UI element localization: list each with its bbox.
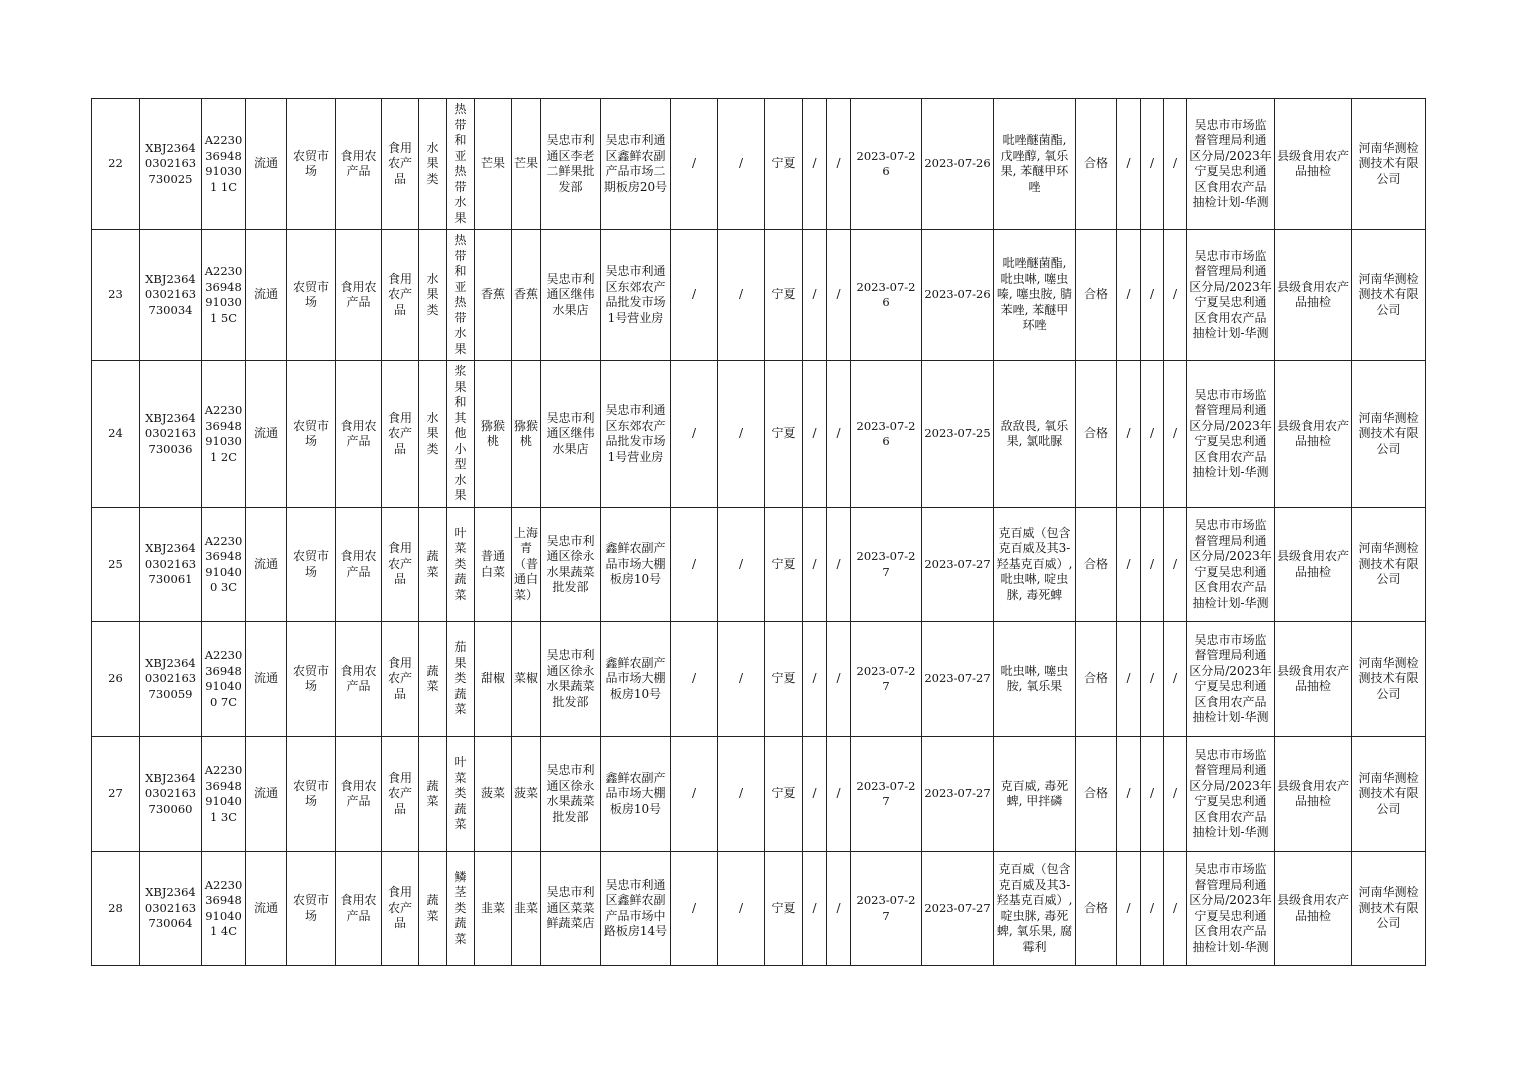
table-row — [92, 99, 1426, 230]
sample-name-cell: 韭菜 — [475, 852, 512, 966]
empty-field-cell: / — [1141, 622, 1164, 737]
lab-name-cell: 河南华测检测技术有限公司 — [1352, 508, 1426, 622]
stage-cell: 流通 — [246, 230, 287, 361]
seller-address-cell: 鑫鲜农副产品市场大棚板房10号 — [601, 622, 671, 737]
sample-alias-cell: 菠菜 — [512, 737, 541, 852]
sample-date-cell: 2023-07-26 — [851, 99, 922, 230]
subcategory-cell: 食用农产品 — [382, 852, 419, 966]
region-cell: 宁夏 — [765, 737, 803, 852]
class-level3-cell: 蔬菜 — [419, 508, 447, 622]
seller-name-cell: 吴忠市利通区继伟水果店 — [541, 230, 601, 361]
empty-field-cell: / — [718, 361, 765, 508]
test-items-cell: 敌敌畏, 氧乐果, 氯吡脲 — [994, 361, 1076, 508]
empty-field-cell: / — [671, 737, 718, 852]
sample-date-cell: 2023-07-27 — [851, 622, 922, 737]
production-date-cell: 2023-07-26 — [922, 230, 994, 361]
empty-field-cell: / — [718, 622, 765, 737]
empty-field-cell: / — [803, 737, 827, 852]
empty-field-cell: / — [1164, 230, 1187, 361]
sample-name-cell: 普通白菜 — [475, 508, 512, 622]
task-number-cell: A223036948910401 3C — [202, 737, 246, 852]
location-cell: 农贸市场 — [287, 230, 336, 361]
class-level4-cell: 茄果类蔬菜 — [447, 622, 475, 737]
sample-number-cell: XBJ23640302163730060 — [140, 737, 202, 852]
sample-number-cell: XBJ23640302163730025 — [140, 99, 202, 230]
empty-field-cell: / — [1164, 99, 1187, 230]
location-cell: 农贸市场 — [287, 852, 336, 966]
empty-field-cell: / — [718, 508, 765, 622]
empty-field-cell: / — [671, 99, 718, 230]
empty-field-cell: / — [718, 737, 765, 852]
category-cell: 食用农产品 — [336, 852, 382, 966]
empty-field-cell: / — [827, 852, 851, 966]
location-cell: 农贸市场 — [287, 622, 336, 737]
production-date-cell: 2023-07-25 — [922, 361, 994, 508]
sample-alias-cell: 猕猴桃 — [512, 361, 541, 508]
production-date-cell: 2023-07-27 — [922, 737, 994, 852]
stage-cell: 流通 — [246, 852, 287, 966]
lab-name-cell: 河南华测检测技术有限公司 — [1352, 622, 1426, 737]
subcategory-cell: 食用农产品 — [382, 361, 419, 508]
class-level3-cell: 蔬菜 — [419, 852, 447, 966]
empty-field-cell: / — [827, 361, 851, 508]
task-number-cell: A223036948910400 7C — [202, 622, 246, 737]
empty-field-cell: / — [803, 230, 827, 361]
task-type-cell: 县级食用农产品抽检 — [1275, 852, 1352, 966]
sample-number-cell: XBJ23640302163730059 — [140, 622, 202, 737]
class-level4-cell: 热带和亚热带水果 — [447, 99, 475, 230]
result-cell: 合格 — [1076, 622, 1117, 737]
subcategory-cell: 食用农产品 — [382, 508, 419, 622]
stage-cell: 流通 — [246, 361, 287, 508]
category-cell: 食用农产品 — [336, 622, 382, 737]
location-cell: 农贸市场 — [287, 361, 336, 508]
table-row — [92, 737, 1426, 852]
category-cell: 食用农产品 — [336, 230, 382, 361]
sample-date-cell: 2023-07-26 — [851, 230, 922, 361]
empty-field-cell: / — [1164, 622, 1187, 737]
sample-alias-cell: 菜椒 — [512, 622, 541, 737]
task-type-cell: 县级食用农产品抽检 — [1275, 361, 1352, 508]
empty-field-cell: / — [718, 852, 765, 966]
class-level4-cell: 叶菜类蔬菜 — [447, 508, 475, 622]
empty-field-cell: / — [803, 508, 827, 622]
task-number-cell: A223036948910400 3C — [202, 508, 246, 622]
result-cell: 合格 — [1076, 737, 1117, 852]
empty-field-cell: / — [1141, 361, 1164, 508]
test-items-cell: 吡虫啉, 噻虫胺, 氧乐果 — [994, 622, 1076, 737]
task-number-cell: A223036948910301 5C — [202, 230, 246, 361]
empty-field-cell: / — [827, 737, 851, 852]
region-cell: 宁夏 — [765, 99, 803, 230]
subcategory-cell: 食用农产品 — [382, 622, 419, 737]
result-cell: 合格 — [1076, 230, 1117, 361]
seller-name-cell: 吴忠市利通区徐永水果蔬菜批发部 — [541, 508, 601, 622]
subcategory-cell: 食用农产品 — [382, 99, 419, 230]
sample-name-cell: 甜椒 — [475, 622, 512, 737]
stage-cell: 流通 — [246, 99, 287, 230]
seq-cell: 26 — [92, 622, 140, 737]
seller-address-cell: 鑫鲜农副产品市场大棚板房10号 — [601, 508, 671, 622]
lab-name-cell: 河南华测检测技术有限公司 — [1352, 361, 1426, 508]
sample-date-cell: 2023-07-27 — [851, 852, 922, 966]
empty-field-cell: / — [803, 852, 827, 966]
empty-field-cell: / — [671, 361, 718, 508]
seller-address-cell: 吴忠市利通区鑫鲜农副产品市场中路板房14号 — [601, 852, 671, 966]
table-row — [92, 622, 1426, 737]
seq-cell: 27 — [92, 737, 140, 852]
stage-cell: 流通 — [246, 737, 287, 852]
seq-cell: 24 — [92, 361, 140, 508]
sample-name-cell: 香蕉 — [475, 230, 512, 361]
lab-name-cell: 河南华测检测技术有限公司 — [1352, 852, 1426, 966]
seller-address-cell: 吴忠市利通区鑫鲜农副产品市场二期板房20号 — [601, 99, 671, 230]
empty-field-cell: / — [1117, 852, 1141, 966]
stage-cell: 流通 — [246, 508, 287, 622]
empty-field-cell: / — [1141, 508, 1164, 622]
seller-name-cell: 吴忠市利通区徐永水果蔬菜批发部 — [541, 622, 601, 737]
test-items-cell: 吡唑醚菌酯, 戊唑醇, 氧乐果, 苯醚甲环唑 — [994, 99, 1076, 230]
sample-alias-cell: 韭菜 — [512, 852, 541, 966]
test-items-cell: 吡唑醚菌酯, 吡虫啉, 噻虫嗪, 噻虫胺, 腈苯唑, 苯醚甲环唑 — [994, 230, 1076, 361]
seller-address-cell: 吴忠市利通区东郊农产品批发市场1号营业房 — [601, 230, 671, 361]
region-cell: 宁夏 — [765, 230, 803, 361]
empty-field-cell: / — [1164, 361, 1187, 508]
seller-address-cell: 鑫鲜农副产品市场大棚板房10号 — [601, 737, 671, 852]
region-cell: 宁夏 — [765, 361, 803, 508]
task-source-cell: 吴忠市市场监督管理局利通区分局/2023年宁夏吴忠利通区食用农产品抽检计划-华测 — [1187, 99, 1275, 230]
seq-cell: 23 — [92, 230, 140, 361]
task-source-cell: 吴忠市市场监督管理局利通区分局/2023年宁夏吴忠利通区食用农产品抽检计划-华测 — [1187, 230, 1275, 361]
class-level3-cell: 蔬菜 — [419, 737, 447, 852]
sample-date-cell: 2023-07-26 — [851, 361, 922, 508]
seq-cell: 22 — [92, 99, 140, 230]
class-level3-cell: 水果类 — [419, 99, 447, 230]
category-cell: 食用农产品 — [336, 99, 382, 230]
empty-field-cell: / — [827, 508, 851, 622]
production-date-cell: 2023-07-27 — [922, 508, 994, 622]
subcategory-cell: 食用农产品 — [382, 737, 419, 852]
empty-field-cell: / — [1117, 622, 1141, 737]
task-number-cell: A223036948910401 4C — [202, 852, 246, 966]
task-source-cell: 吴忠市市场监督管理局利通区分局/2023年宁夏吴忠利通区食用农产品抽检计划-华测 — [1187, 852, 1275, 966]
seller-name-cell: 吴忠市利通区李老二鲜果批发部 — [541, 99, 601, 230]
table-row — [92, 230, 1426, 361]
seller-name-cell: 吴忠市利通区徐永水果蔬菜批发部 — [541, 737, 601, 852]
region-cell: 宁夏 — [765, 622, 803, 737]
sample-number-cell: XBJ23640302163730064 — [140, 852, 202, 966]
production-date-cell: 2023-07-27 — [922, 852, 994, 966]
empty-field-cell: / — [1117, 508, 1141, 622]
lab-name-cell: 河南华测检测技术有限公司 — [1352, 99, 1426, 230]
task-type-cell: 县级食用农产品抽检 — [1275, 230, 1352, 361]
sample-name-cell: 菠菜 — [475, 737, 512, 852]
sample-number-cell: XBJ23640302163730061 — [140, 508, 202, 622]
result-cell: 合格 — [1076, 852, 1117, 966]
class-level3-cell: 水果类 — [419, 361, 447, 508]
sample-date-cell: 2023-07-27 — [851, 737, 922, 852]
empty-field-cell: / — [1141, 737, 1164, 852]
empty-field-cell: / — [718, 99, 765, 230]
class-level4-cell: 浆果和其他小型水果 — [447, 361, 475, 508]
sample-alias-cell: 上海青（普通白菜） — [512, 508, 541, 622]
sample-name-cell: 猕猴桃 — [475, 361, 512, 508]
table-row — [92, 852, 1426, 966]
test-items-cell: 克百威（包含克百威及其3-羟基克百威）, 吡虫啉, 啶虫脒, 毒死蜱 — [994, 508, 1076, 622]
stage-cell: 流通 — [246, 622, 287, 737]
task-type-cell: 县级食用农产品抽检 — [1275, 508, 1352, 622]
class-level4-cell: 热带和亚热带水果 — [447, 230, 475, 361]
production-date-cell: 2023-07-26 — [922, 99, 994, 230]
empty-field-cell: / — [1117, 230, 1141, 361]
category-cell: 食用农产品 — [336, 737, 382, 852]
region-cell: 宁夏 — [765, 852, 803, 966]
task-number-cell: A223036948910301 2C — [202, 361, 246, 508]
empty-field-cell: / — [1141, 230, 1164, 361]
class-level4-cell: 鳞茎类蔬菜 — [447, 852, 475, 966]
class-level3-cell: 蔬菜 — [419, 622, 447, 737]
empty-field-cell: / — [671, 852, 718, 966]
task-number-cell: A223036948910301 1C — [202, 99, 246, 230]
empty-field-cell: / — [1164, 852, 1187, 966]
region-cell: 宁夏 — [765, 508, 803, 622]
empty-field-cell: / — [803, 622, 827, 737]
sample-alias-cell: 芒果 — [512, 99, 541, 230]
class-level3-cell: 水果类 — [419, 230, 447, 361]
task-type-cell: 县级食用农产品抽检 — [1275, 737, 1352, 852]
task-type-cell: 县级食用农产品抽检 — [1275, 99, 1352, 230]
test-items-cell: 克百威, 毒死蜱, 甲拌磷 — [994, 737, 1076, 852]
production-date-cell: 2023-07-27 — [922, 622, 994, 737]
inspection-results-table — [91, 98, 1426, 966]
lab-name-cell: 河南华测检测技术有限公司 — [1352, 737, 1426, 852]
empty-field-cell: / — [827, 99, 851, 230]
task-type-cell: 县级食用农产品抽检 — [1275, 622, 1352, 737]
location-cell: 农贸市场 — [287, 737, 336, 852]
task-source-cell: 吴忠市市场监督管理局利通区分局/2023年宁夏吴忠利通区食用农产品抽检计划-华测 — [1187, 361, 1275, 508]
table-row — [92, 361, 1426, 508]
empty-field-cell: / — [718, 230, 765, 361]
table-row — [92, 508, 1426, 622]
seq-cell: 25 — [92, 508, 140, 622]
sample-number-cell: XBJ23640302163730036 — [140, 361, 202, 508]
empty-field-cell: / — [1141, 852, 1164, 966]
lab-name-cell: 河南华测检测技术有限公司 — [1352, 230, 1426, 361]
empty-field-cell: / — [803, 361, 827, 508]
category-cell: 食用农产品 — [336, 508, 382, 622]
seller-address-cell: 吴忠市利通区东郊农产品批发市场1号营业房 — [601, 361, 671, 508]
seller-name-cell: 吴忠市利通区继伟水果店 — [541, 361, 601, 508]
task-source-cell: 吴忠市市场监督管理局利通区分局/2023年宁夏吴忠利通区食用农产品抽检计划-华测 — [1187, 622, 1275, 737]
empty-field-cell: / — [671, 230, 718, 361]
result-cell: 合格 — [1076, 361, 1117, 508]
sample-number-cell: XBJ23640302163730034 — [140, 230, 202, 361]
seq-cell: 28 — [92, 852, 140, 966]
empty-field-cell: / — [827, 622, 851, 737]
class-level4-cell: 叶菜类蔬菜 — [447, 737, 475, 852]
sample-name-cell: 芒果 — [475, 99, 512, 230]
empty-field-cell: / — [1117, 99, 1141, 230]
task-source-cell: 吴忠市市场监督管理局利通区分局/2023年宁夏吴忠利通区食用农产品抽检计划-华测 — [1187, 508, 1275, 622]
empty-field-cell: / — [671, 622, 718, 737]
task-source-cell: 吴忠市市场监督管理局利通区分局/2023年宁夏吴忠利通区食用农产品抽检计划-华测 — [1187, 737, 1275, 852]
seller-name-cell: 吴忠市利通区菜菜鲜蔬菜店 — [541, 852, 601, 966]
category-cell: 食用农产品 — [336, 361, 382, 508]
test-items-cell: 克百威（包含克百威及其3-羟基克百威）, 啶虫脒, 毒死蜱, 氧乐果, 腐霉利 — [994, 852, 1076, 966]
subcategory-cell: 食用农产品 — [382, 230, 419, 361]
sample-alias-cell: 香蕉 — [512, 230, 541, 361]
result-cell: 合格 — [1076, 99, 1117, 230]
empty-field-cell: / — [1117, 361, 1141, 508]
empty-field-cell: / — [1117, 737, 1141, 852]
empty-field-cell: / — [671, 508, 718, 622]
empty-field-cell: / — [1164, 737, 1187, 852]
location-cell: 农贸市场 — [287, 508, 336, 622]
empty-field-cell: / — [827, 230, 851, 361]
empty-field-cell: / — [1164, 508, 1187, 622]
empty-field-cell: / — [803, 99, 827, 230]
sample-date-cell: 2023-07-27 — [851, 508, 922, 622]
empty-field-cell: / — [1141, 99, 1164, 230]
location-cell: 农贸市场 — [287, 99, 336, 230]
result-cell: 合格 — [1076, 508, 1117, 622]
